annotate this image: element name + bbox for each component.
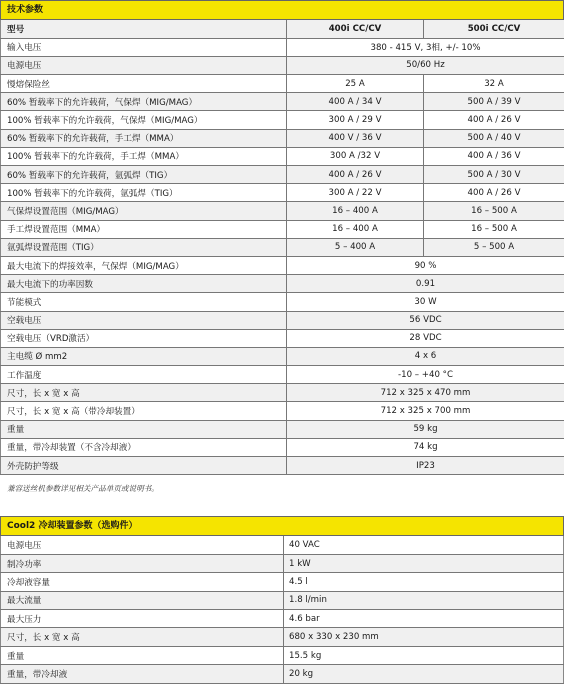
technical-parameters-table [0,20,564,475]
spec-row-value: 4 x 6 [287,347,564,365]
spec-row-label: 手工焊设置范围（MMA） [1,220,287,238]
spec-row-value: 50/60 Hz [287,56,564,74]
cool2-row-value: 680 x 330 x 230 mm [284,628,564,646]
spec-row [1,202,564,220]
cool2-row [1,536,564,554]
spec-row [1,329,564,347]
spec-row-label: 慢熔保险丝 [1,75,287,93]
spec-row-value: 30 W [287,293,564,311]
spec-row-label: 尺寸，长 x 宽 x 高 [1,384,287,402]
spec-row [1,366,564,384]
cool2-row [1,573,564,591]
spec-row-value-400i: 300 A / 22 V [287,184,424,202]
cool2-row-label: 制冷功率 [1,554,284,572]
spec-row [1,384,564,402]
spec-row-value: 380 - 415 V, 3相, +/- 10% [287,38,564,56]
spec-row-label: 最大电流下的功率因数 [1,275,287,293]
technical-parameters-title: 技术参数 [0,0,564,20]
spec-row [1,129,564,147]
spec-row-value: 90 % [287,256,564,274]
cool2-row [1,591,564,609]
cool2-row [1,628,564,646]
spec-table-body [1,20,564,475]
spec-row-value-500i: 16 – 500 A [424,202,564,220]
spec-row [1,75,564,93]
spec-row-value: 0.91 [287,275,564,293]
spec-row [1,457,564,475]
spec-row-value: 28 VDC [287,329,564,347]
cool2-section [0,516,564,684]
spec-row [1,238,564,256]
spec-row [1,56,564,74]
spec-row-value-400i: 300 A /32 V [287,147,424,165]
spec-row-value-500i: 400 A / 26 V [424,111,564,129]
cool2-row-value: 1 kW [284,554,564,572]
cool2-row-label: 电源电压 [1,536,284,554]
spec-row [1,147,564,165]
spec-row-label: 氩弧焊设置范围（TIG） [1,238,287,256]
cool2-row-value: 4.5 l [284,573,564,591]
spec-row-label: 60% 暂载率下的允许载荷，手工焊（MMA） [1,129,287,147]
cool2-table [0,536,564,684]
cool2-table-body [1,536,564,683]
spec-row-label: 空载电压（VRD激活） [1,329,287,347]
spec-row-label: 主电缆 Ø mm2 [1,347,287,365]
spec-row-label: 100% 暂载率下的允许载荷，气保焊（MIG/MAG） [1,111,287,129]
spec-row-value: 712 x 325 x 700 mm [287,402,564,420]
model-header-label: 型号 [1,20,287,38]
spec-row [1,347,564,365]
cool2-row-label: 最大流量 [1,591,284,609]
spec-row [1,293,564,311]
spec-row-value: IP23 [287,457,564,475]
spec-row-label: 输入电压 [1,38,287,56]
spec-row [1,111,564,129]
spec-row-label: 节能模式 [1,293,287,311]
spec-row-value-400i: 400 V / 36 V [287,129,424,147]
spec-row [1,184,564,202]
spec-row-value: 56 VDC [287,311,564,329]
spec-row [1,420,564,438]
spec-row-label: 外壳防护等级 [1,457,287,475]
spec-row-label: 60% 暂载率下的允许载荷，气保焊（MIG/MAG） [1,93,287,111]
spec-row-value-500i: 500 A / 30 V [424,166,564,184]
model-500i-header: 500i CC/CV [424,20,564,38]
spec-row-label: 气保焊设置范围（MIG/MAG） [1,202,287,220]
spec-row-label: 空载电压 [1,311,287,329]
cool2-row [1,554,564,572]
footnote: 兼容送丝机参数详见相关产品单页或说明书。 [7,484,159,493]
cool2-title: Cool2 冷却装置参数（选购件） [0,516,564,536]
spec-row [1,402,564,420]
cool2-row-value: 20 kg [284,665,564,683]
spec-row-value-500i: 500 A / 40 V [424,129,564,147]
spec-header-row [1,20,564,38]
spec-row-label: 重量 [1,420,287,438]
spec-row-value-500i: 400 A / 26 V [424,184,564,202]
cool2-row-value: 1.8 l/min [284,591,564,609]
spec-row-value-500i: 5 – 500 A [424,238,564,256]
cool2-row-value: 15.5 kg [284,646,564,664]
spec-row-value-400i: 16 – 400 A [287,220,424,238]
spec-row-label: 重量，带冷却装置（不含冷却液） [1,438,287,456]
model-400i-header: 400i CC/CV [287,20,424,38]
spec-row-label: 最大电流下的焊接效率，气保焊（MIG/MAG） [1,256,287,274]
cool2-row-label: 重量，带冷却液 [1,665,284,683]
spec-row-label: 100% 暂载率下的允许载荷，手工焊（MMA） [1,147,287,165]
spec-row-value-500i: 16 – 500 A [424,220,564,238]
spec-row-value-500i: 400 A / 36 V [424,147,564,165]
cool2-row-label: 尺寸，长 x 宽 x 高 [1,628,284,646]
spec-row-value: 712 x 325 x 470 mm [287,384,564,402]
spec-row [1,220,564,238]
spec-row-value-400i: 16 – 400 A [287,202,424,220]
spec-row-label: 60% 暂载率下的允许载荷，氩弧焊（TIG） [1,166,287,184]
spec-row [1,256,564,274]
spec-row-value-500i: 500 A / 39 V [424,93,564,111]
spec-row-value: 74 kg [287,438,564,456]
cool2-row [1,610,564,628]
cool2-row-value: 40 VAC [284,536,564,554]
cool2-row-label: 冷却液容量 [1,573,284,591]
spec-row-label: 尺寸，长 x 宽 x 高（带冷却装置） [1,402,287,420]
spec-row-value-400i: 5 – 400 A [287,238,424,256]
spec-row-label: 工作温度 [1,366,287,384]
cool2-row-label: 最大压力 [1,610,284,628]
cool2-row [1,665,564,683]
spec-row-value-500i: 32 A [424,75,564,93]
spec-row [1,311,564,329]
cool2-row-value: 4.6 bar [284,610,564,628]
spec-row-value-400i: 300 A / 29 V [287,111,424,129]
spec-row [1,438,564,456]
spec-row [1,166,564,184]
spec-row-value-400i: 400 A / 34 V [287,93,424,111]
spec-row-value-400i: 25 A [287,75,424,93]
spec-row [1,38,564,56]
spec-row-value: 59 kg [287,420,564,438]
spec-row-label: 100% 暂载率下的允许载荷，氩弧焊（TIG） [1,184,287,202]
cool2-row-label: 重量 [1,646,284,664]
spec-row-value-400i: 400 A / 26 V [287,166,424,184]
cool2-row [1,646,564,664]
spec-row-value: -10 – +40 °C [287,366,564,384]
spec-row [1,93,564,111]
spec-row [1,275,564,293]
spec-row-label: 电源电压 [1,56,287,74]
